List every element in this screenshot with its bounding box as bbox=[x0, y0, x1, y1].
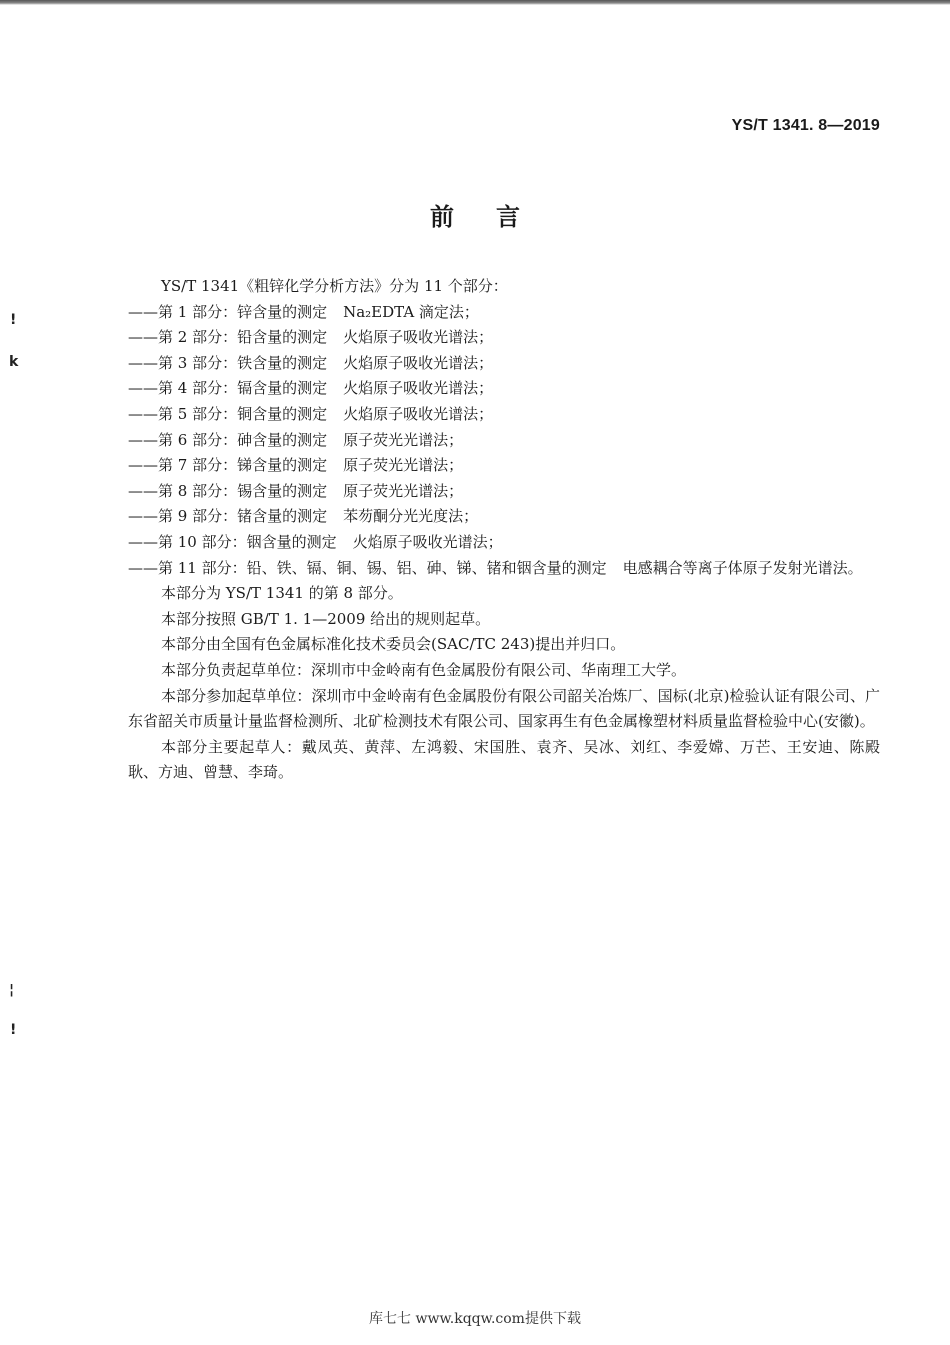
document-code: YS/T 1341. 8—2019 bbox=[731, 117, 880, 134]
part-label: ——第 11 部分：铅、铁、镉、铜、锡、铝、砷、锑、锗和铟含量的测定 bbox=[128, 558, 607, 577]
part-method: Na₂EDTA 滴定法； bbox=[343, 302, 479, 321]
part-label: ——第 4 部分：镉含量的测定 bbox=[128, 379, 328, 398]
part-method: 火焰原子吸收光谱法； bbox=[343, 353, 494, 372]
part-item bbox=[128, 300, 880, 326]
download-footer: 库七七 www.kqqw.com提供下载 bbox=[369, 1311, 581, 1327]
part-label: ——第 6 部分：砷含量的测定 bbox=[128, 430, 328, 449]
foreword-body bbox=[128, 274, 880, 786]
part-item bbox=[128, 504, 880, 530]
part-method: 火焰原子吸收光谱法； bbox=[343, 379, 494, 398]
part-item bbox=[128, 376, 880, 402]
part-method: 火焰原子吸收光谱法； bbox=[343, 404, 494, 423]
part-label: ——第 10 部分：铟含量的测定 bbox=[128, 532, 337, 551]
part-method: 火焰原子吸收光谱法； bbox=[343, 328, 494, 347]
part-method: 原子荧光光谱法； bbox=[343, 481, 464, 500]
paragraph: 本部分为 YS/T 1341 的第 8 部分。 bbox=[161, 584, 403, 603]
part-label: ——第 1 部分：锌含量的测定 bbox=[128, 302, 328, 321]
part-item bbox=[128, 351, 880, 377]
binding-mark: ¦ bbox=[9, 982, 15, 998]
binding-mark: ! bbox=[10, 1022, 17, 1038]
paragraph: 本部分负责起草单位：深圳市中金岭南有色金属股份有限公司、华南理工大学。 bbox=[161, 660, 687, 679]
part-label: ——第 9 部分：锗含量的测定 bbox=[128, 507, 328, 526]
part-item bbox=[128, 479, 880, 505]
page-title: 前言 bbox=[430, 203, 562, 231]
part-label: ——第 5 部分：铜含量的测定 bbox=[128, 404, 328, 423]
binding-mark: k bbox=[9, 354, 19, 370]
paragraph: 本部分主要起草人：戴凤英、黄萍、左鸿毅、宋国胜、袁齐、吴冰、刘红、李爱嫦、万芒、王安迪、陈殿耿、方迪、曾慧、李琦。 bbox=[128, 737, 880, 782]
part-item bbox=[128, 428, 880, 454]
part-method: 原子荧光光谱法； bbox=[343, 430, 464, 449]
part-label: ——第 7 部分：锑含量的测定 bbox=[128, 456, 328, 475]
part-item bbox=[128, 402, 880, 428]
top-border-rule bbox=[0, 0, 950, 5]
part-item bbox=[128, 453, 880, 479]
paragraph: 本部分由全国有色金属标准化技术委员会(SAC/TC 243)提出并归口。 bbox=[161, 635, 626, 654]
part-method: 苯芴酮分光光度法； bbox=[343, 507, 479, 526]
part-label: ——第 2 部分：铅含量的测定 bbox=[128, 328, 328, 347]
paragraph: 本部分参加起草单位：深圳市中金岭南有色金属股份有限公司韶关冶炼厂、国标(北京)检验认证有限公司、广东省韶关市质量计量监督检测所、北矿检测技术有限公司、国家再生有色金属橡塑材料质量监督检验中心(安徽)。 bbox=[128, 686, 880, 731]
binding-mark: ! bbox=[10, 312, 17, 328]
part-label: ——第 8 部分：锡含量的测定 bbox=[128, 481, 328, 500]
part-method: 火焰原子吸收光谱法； bbox=[352, 532, 503, 551]
part-item bbox=[128, 325, 880, 351]
part-label: ——第 3 部分：铁含量的测定 bbox=[128, 353, 328, 372]
part-method: 电感耦合等离子体原子发射光谱法。 bbox=[622, 558, 863, 577]
part-item bbox=[128, 530, 880, 556]
intro-line: YS/T 1341《粗锌化学分析方法》分为 11 个部分： bbox=[161, 277, 508, 295]
part-method: 原子荧光光谱法； bbox=[343, 456, 464, 475]
part-item bbox=[128, 556, 880, 582]
paragraph: 本部分按照 GB/T 1. 1—2009 给出的规则起草。 bbox=[161, 609, 491, 628]
